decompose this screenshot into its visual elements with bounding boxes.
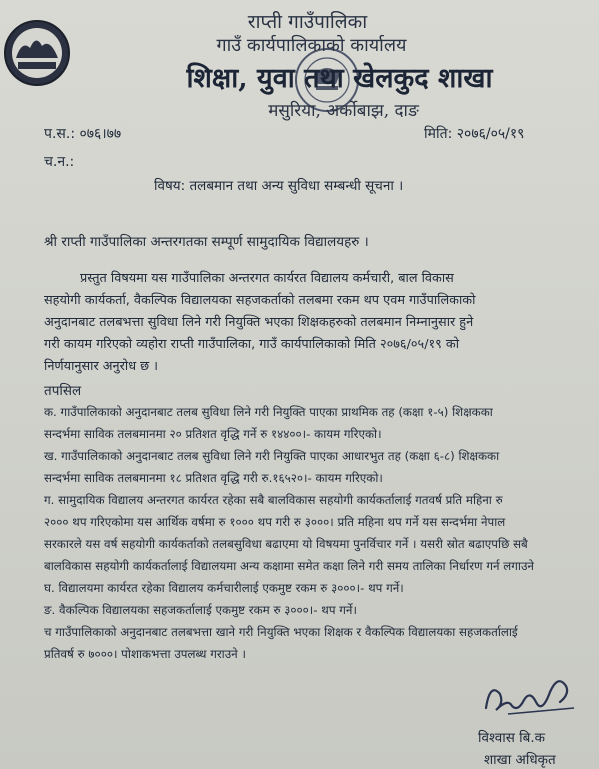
letter-date: मिति: २०७६/०५/१९	[424, 126, 525, 142]
detail-line: प्रतिवर्ष रु ७०००। पोशाकभत्ता उपलब्ध गराउने ।	[44, 647, 246, 661]
office-name: गाउँ कार्यपालिकाको कार्यालय	[216, 35, 407, 56]
addressee: श्री राप्ती गाउँपालिका अन्तरगतका सम्पूर्ण सामुदायिक विद्यालयहरु ।	[44, 234, 369, 250]
municipality-name: राप्ती गाउँपालिका	[247, 11, 368, 33]
letter-subject: विषय: तलबमान तथा अन्य सुविधा सम्बन्धी सूचना ।	[154, 178, 404, 194]
dispatch-number: च.न.:	[44, 154, 75, 170]
detail-line: ख. गाउँपालिकाको अनुदानबाट तलब सुविधा लिने गरी नियुक्ति पाएका आधारभुत तह (कक्षा ६-८) शिक्षकका	[44, 449, 500, 463]
section-name: शिक्षा, युवा तथा खेलकुद शाखा	[186, 63, 493, 94]
signatory-title: शाखा अधिकृत	[484, 752, 556, 768]
paragraph-line: अनुदानबाट तलबभत्ता सुविधा लिने गरी नियुक्ति भएका शिक्षकहरुको तलबमान निम्नानुसार हुने	[44, 315, 474, 330]
paragraph-line: प्रस्तुत विषयमा यस गाउँपालिका अन्तरगत कार्यरत विद्यालय कर्मचारी, बाल विकास	[80, 271, 454, 286]
reference-number: प.स.: ०७६।७७	[44, 126, 122, 142]
office-address: मसुरिया, अर्कोबाझ, दाङ	[268, 101, 419, 121]
detail-line: २००० थप गरिएकोमा यस आर्थिक वर्षमा रु १००० थप गरी रु ३०००। प्रति महिना थप गर्ने यस सन्दर्भमा नेपाल	[44, 515, 506, 529]
paragraph-line: सहयोगी कार्यकर्ता, वैकल्पिक विद्यालयका सहजकर्ताको तलबमा रकम थप एवम गाउँपालिकाको	[44, 293, 476, 308]
paragraph-line: गरी कायम गरिएको व्यहोरा राप्ती गाउँपालिका, गाउँ कार्यपालिकाको मिति २०७६/०५/१९ को	[44, 337, 460, 352]
detail-line: क. गाउँपालिकाको अनुदानबाट तलब सुविधा लिने गरी नियुक्ति पाएका प्राथमिक तह (कक्षा १-५) शिक्षकका	[44, 405, 493, 419]
detail-line: ग. सामुदायिक विद्यालय अन्तरगत कार्यरत रहेका सबै बालविकास सहयोगी कार्यकर्तालाई गतवर्ष प्रति महिना रु	[44, 493, 503, 507]
handwritten-signature-icon	[478, 668, 578, 726]
detail-line: ङ. वैकल्पिक विद्यालयका सहजकर्तालाई एकमुष्ट रकम रु ३०००।- थप गर्ने।	[44, 603, 357, 617]
signatory-name: विश्वास बि.क	[478, 730, 546, 746]
detail-line: बालविकास सहयोगी कार्यकर्तालाई विद्यालयमा अन्य कक्षामा समेत कक्षा लिने गरी समय तालिका निर्धारण गर्न लगाउने	[44, 559, 534, 573]
detail-line: सन्दर्भमा साविक तलबमानमा २० प्रतिशत वृद्धि गर्ने रु १४४००।- कायम गरिएको।	[44, 427, 382, 441]
detail-line: सन्दर्भमा साविक तलबमानमा १८ प्रतिशत वृद्धि गरी रु.१६५२०।- कायम गरिएको।	[44, 471, 383, 485]
detail-line: सरकारले यस वर्ष सहयोगी कार्यकर्ताको तलबसुविधा बढाएमा यो विषयमा पुनर्विचार गर्ने । यसरी स्रोत बढाएपछि सबै	[44, 537, 528, 551]
detail-line: घ. विद्यालयमा कार्यरत रहेका विद्यालय कर्मचारीलाई एकमुष्ट रकम रु ३०००।- थप गर्ने।	[44, 581, 404, 595]
paragraph-line: निर्णयानुसार अनुरोध छ ।	[44, 359, 159, 374]
details-heading: तपसिल	[44, 383, 82, 399]
detail-line: च गाउँपालिकाको अनुदानबाट तलबभत्ता खाने गरी नियुक्ति भएका शिक्षक र वैकल्पिक विद्यालयका सहजकर्तालाई	[44, 625, 518, 639]
